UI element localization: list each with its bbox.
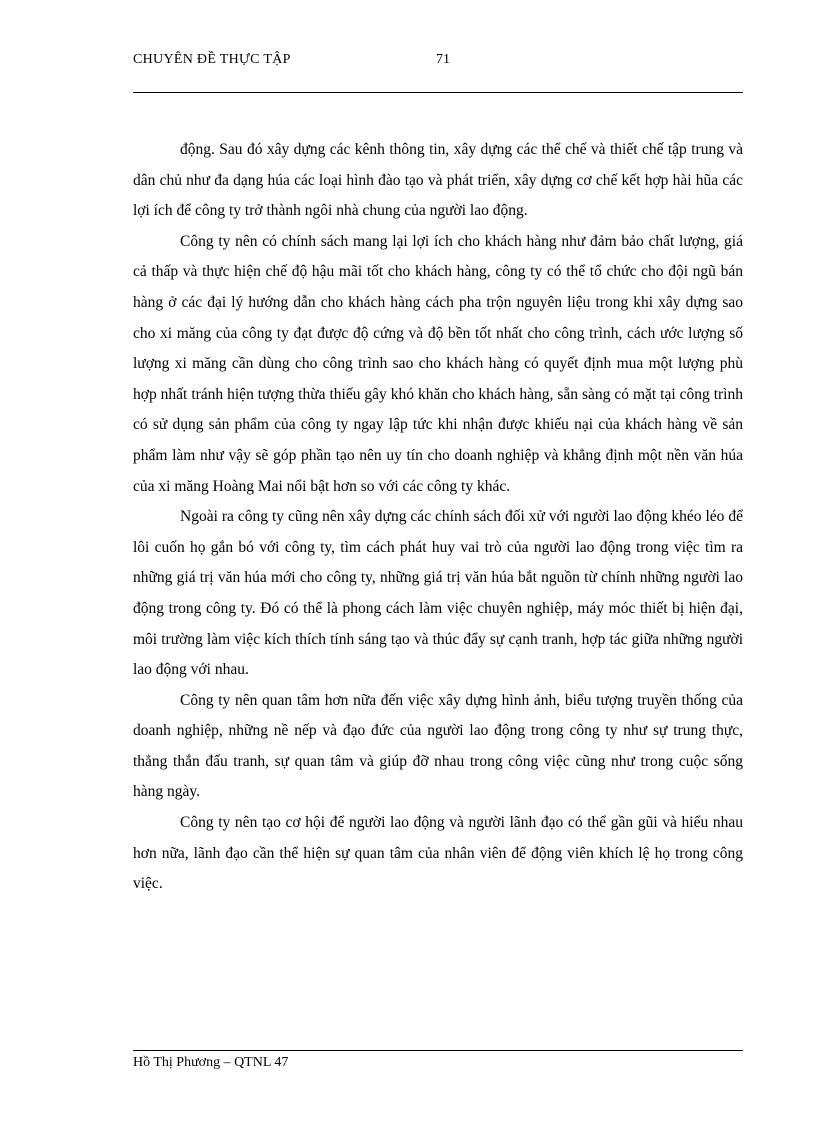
page-number: 71 [436,52,450,67]
paragraph: Ngoài ra công ty cũng nên xây dựng các chính sách đối xử với người lao động khéo léo để lôi cuốn họ gắn bó với công ty, tìm cách phát huy vai trò của người lao động trong việc tìm ra những giá trị văn húa mới cho công ty, những giá trị văn húa bắt nguồn từ chính những người lao động trong công ty. Đó có thể là phong cách làm việc chuyên nghiệp, máy móc thiết bị hiện đại, môi trường làm việc kích thích tính sáng tạo và thúc đẩy sự cạnh tranh, hợp tác giữa những người lao động với nhau. [133,508,743,679]
paragraph: Công ty nên có chính sách mang lại lợi ích cho khách hàng như đảm bảo chất lượng, giá cả thấp và thực hiện chế độ hậu mãi tốt cho khách hàng, công ty có thể tổ chức cho đội ngũ bán hàng ở các đại lý hướng dẫn cho khách hàng cách pha trộn nguyên liệu trong khi xây dựng sao cho xi măng của công ty đạt được độ cứng và độ bền tốt nhất cho công trình, cách ước lượng số lượng xi măng cần dùng cho công trình sao cho khách hàng có quyết định mua một lượng phù hợp nhất tránh hiện tượng thừa thiếu gây khó khăn cho khách hàng, sẵn sàng có mặt tại công trình có sử dụng sản phẩm của công ty ngay lập tức khi nhận được khiếu nại của khách hàng về sản phẩm làm như vậy sẽ góp phần tạo nên uy tín cho doanh nghiệp và khẳng định một nền văn húa của xi măng Hoàng Mai nổi bật hơn so với các công ty khác. [133,232,743,495]
footer-author: Hồ Thị Phương – QTNL 47 [133,1055,289,1070]
paragraph: động. Sau đó xây dựng các kênh thông tin, xây dựng các thể chế và thiết chế tập trung và dân chủ như đa dạng húa các loại hình đào tạo và phát triển, xây dựng cơ chế kết hợp hài hũa các lợi ích để công ty trở thành ngôi nhà chung của người lao động. [133,141,743,220]
footer-divider [133,1050,743,1051]
paragraph: Công ty nên tạo cơ hội để người lao động và người lãnh đạo có thể gần gũi và hiểu nhau hơn nữa, lãnh đạo cần thể hiện sự quan tâm của nhân viên để động viên khích lệ họ trong công việc. [133,814,743,893]
paragraph: Công ty nên quan tâm hơn nữa đến việc xây dựng hình ảnh, biểu tượng truyền thống của doanh nghiệp, những nề nếp và đạo đức của người lao động trong công ty như sự trung thực, thẳng thắn đấu tranh, sự quan tâm và giúp đỡ nhau trong công việc cũng như trong cuộc sống hàng ngày. [133,691,743,801]
page-header [133,52,743,74]
document-body [133,135,743,900]
header-divider [133,92,743,93]
header-title: CHUYÊN ĐỀ THỰC TẬP [133,52,291,67]
